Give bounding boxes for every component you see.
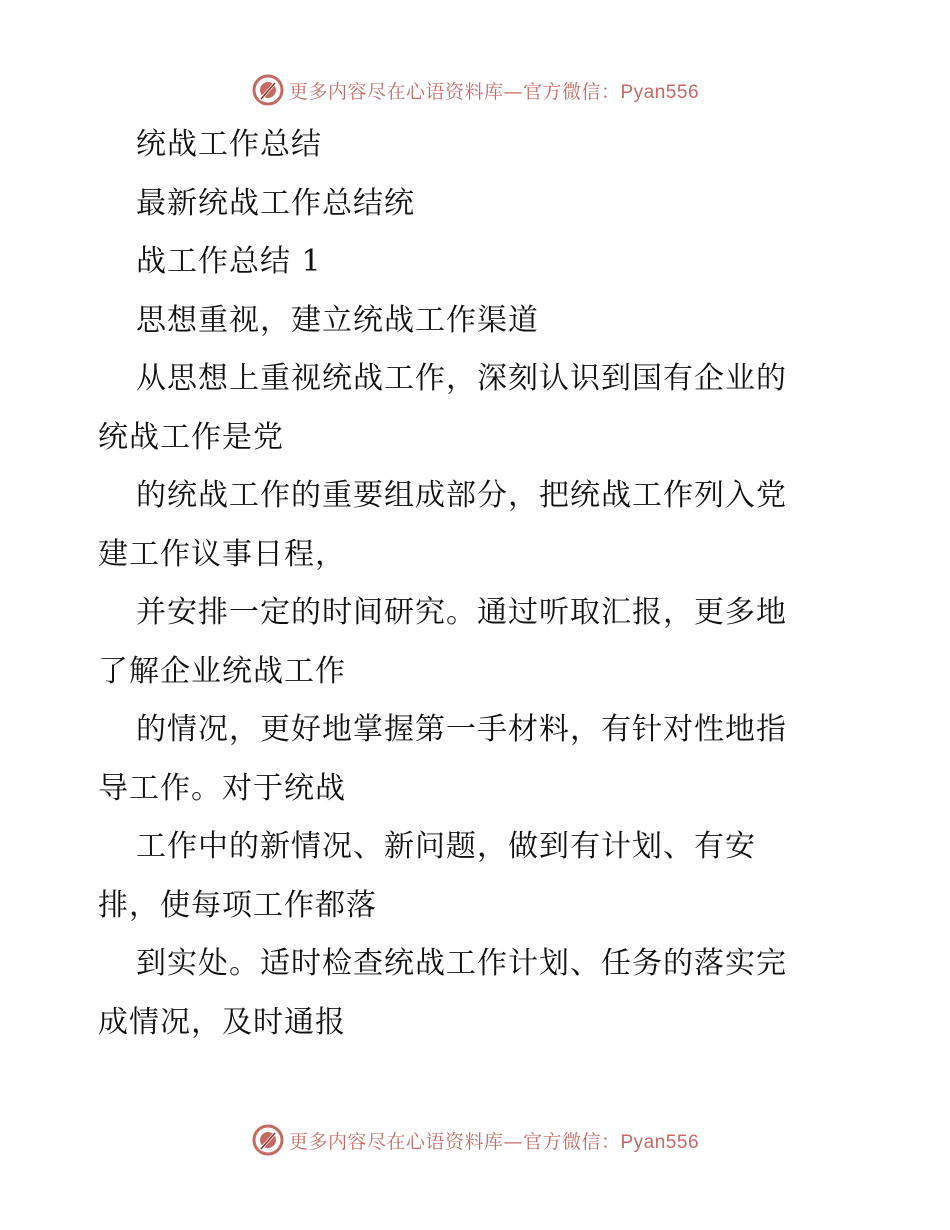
paragraph-line: 了解企业统战工作	[98, 653, 346, 689]
footer-watermark	[0, 1120, 950, 1160]
paragraph-line: 建工作议事日程，	[98, 536, 346, 572]
paragraph-line: 统战工作是党	[98, 419, 284, 455]
paragraph-line: 成情况，及时通报	[98, 1004, 346, 1040]
paragraph-line: 到实处。适时检查统战工作计划、任务的落实完	[136, 946, 787, 981]
watermark-text: 更多内容尽在心语资料库—官方微信：Pyan556	[288, 80, 700, 103]
header-watermark	[0, 70, 950, 110]
doc-subtitle-cont: 战工作总结 1	[136, 244, 322, 279]
paragraph-line: 的情况，更好地掌握第一手材料，有针对性地指	[136, 712, 787, 747]
paragraph-line: 导工作。对于统战	[98, 770, 346, 806]
watermark-text: 更多内容尽在心语资料库—官方微信：Pyan556	[288, 1130, 700, 1153]
pen-seal-logo-icon	[251, 1123, 285, 1157]
paragraph-line: 工作中的新情况、新问题，做到有计划、有安	[136, 829, 756, 864]
paragraph-line: 从思想上重视统战工作，深刻认识到国有企业的	[136, 361, 787, 396]
doc-title: 统战工作总结	[136, 127, 322, 162]
paragraph-line: 并安排一定的时间研究。通过听取汇报，更多地	[136, 595, 787, 630]
paragraph-line: 的统战工作的重要组成部分，把统战工作列入党	[136, 478, 787, 513]
paragraph-line: 排，使每项工作都落	[98, 887, 377, 923]
document-body	[98, 116, 858, 1052]
pen-seal-logo-icon	[251, 73, 285, 107]
section-heading: 思想重视，建立统战工作渠道	[136, 302, 539, 338]
doc-subtitle: 最新统战工作总结统	[136, 185, 415, 221]
